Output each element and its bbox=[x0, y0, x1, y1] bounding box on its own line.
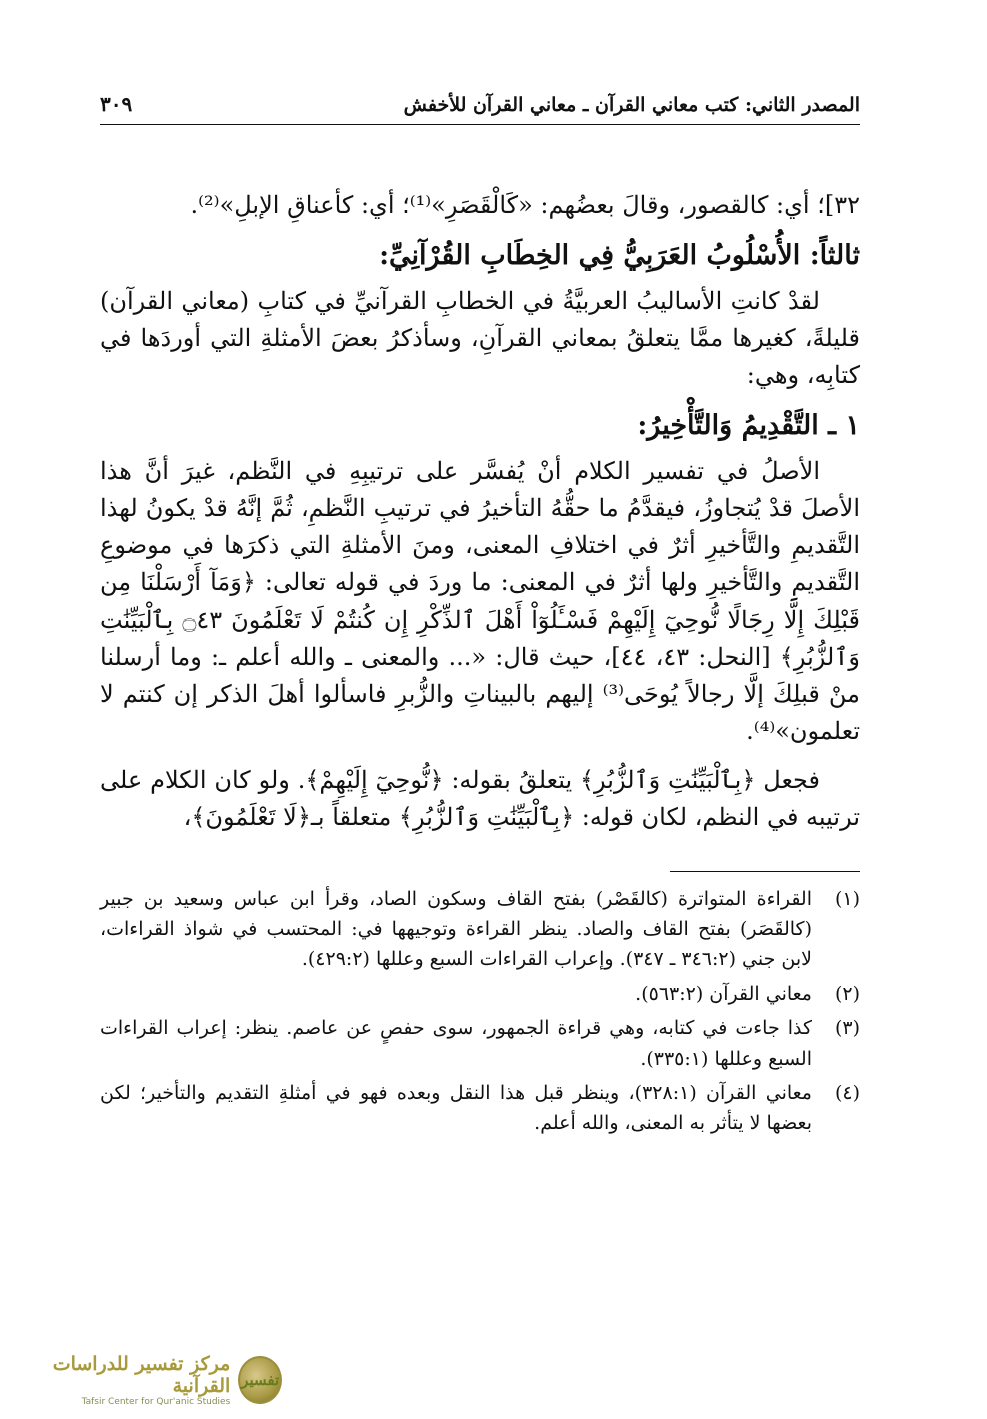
tafsir-center-logo bbox=[12, 1352, 282, 1408]
footnote-item bbox=[100, 884, 860, 975]
footnote-number: (٢) bbox=[834, 982, 860, 1005]
logo-text-block bbox=[12, 1353, 230, 1407]
body-paragraph-1: الأصلُ في تفسير الكلام أنْ يُفسَّر على ترتيبِهِ في النَّظم، غيرَ أنَّ هذا الأصلَ قدْ يُتجاوزُ، فيقدَّمُ ما حقُّهُ التأخيرُ في ترتيبِ النَّظمِ، ثُمَّ إنَّهُ قدْ يكونُ لهذا التَّقديمِ والتَّأخيرِ أثرٌ في اختلافِ المعنى، ومنَ الأمثلةِ التي ذكرَها في موضوعِ التَّقديمِ والتَّأخيرِ ولها أثرٌ في المعنى: ما وردَ في قوله تعالى: ﴿وَمَآ أَرْسَلْنَا مِن قَبْلِكَ إِلَّا رِجَالًا نُّوحِيٓ إِلَيْهِمْ فَسْـَٔلُوٓاْ أَهْلَ ٱلذِّكْرِ إِن كُنتُمْ لَا تَعْلَمُونَ ۝٤٣ بِٱلْبَيِّنَٰتِ وَٱلزُّبُرِ﴾ [النحل: ٤٣، ٤٤]، حيث قال: «... والمعنى ـ والله أعلم ـ: وما أرسلنا منْ قبلِكَ إلَّا رجالاً يُوحَى⁽³⁾ إليهم بالبيناتِ والزُّبرِ فاسألوا أهلَ الذكر إن كنتم لا تعلمون»⁽⁴⁾. bbox=[100, 456, 860, 746]
logo-arabic-name: مركز تفسير للدراسات القرآنية bbox=[52, 1353, 231, 1397]
body-paragraph-2: فجعل ﴿بِٱلْبَيِّنَٰتِ وَٱلزُّبُرِ﴾ يتعلقُ بقوله: ﴿نُّوحِيٓ إِلَيْهِمْ﴾. ولو كان الكلام على ترتيبه في النظم، لكان قوله: ﴿بِٱلْبَيِّنَٰتِ وَٱلزُّبُرِ﴾ متعلقاً بـ﴿لَا تَعْلَمُونَ﴾، bbox=[100, 766, 860, 832]
footnote-number: (١) bbox=[834, 887, 860, 910]
subheading: ١ ـ التَّقْدِيمُ وَالتَّأْخِيرُ: bbox=[637, 410, 860, 442]
section-heading: ثالثاً: الأُسْلُوبُ العَرَبِيُّ فِي الخِطَابِ القُرْآنِيِّ: bbox=[379, 240, 860, 272]
footnote-list bbox=[100, 884, 860, 1139]
page-number: ٣٠٩ bbox=[100, 92, 133, 116]
page bbox=[100, 92, 860, 1143]
footnote-number: (٣) bbox=[834, 1017, 860, 1040]
logo-emblem-icon bbox=[238, 1356, 282, 1404]
logo-english-name: Tafsir Center for Qur'anic Studies bbox=[81, 1397, 231, 1407]
footnote-text: كذا جاءت في كتابه، وهي قراءة الجمهور، سوى حفصٍ عن عاصم. ينظر: إعراب القراءات السبع وعللها (٣٣٥:١). bbox=[100, 1017, 812, 1070]
footnote-item bbox=[100, 1078, 860, 1139]
running-header bbox=[100, 92, 860, 125]
running-title: المصدر الثاني: كتب معاني القرآن ـ معاني القرآن للأخفش bbox=[403, 94, 860, 116]
logo-emblem-text: تفسير bbox=[241, 1371, 280, 1389]
footnote-text: معاني القرآن (٣٢٨:١)، وينظر قبل هذا النقل وبعده فهو في أمثلةِ التقديم والتأخير؛ لكن بعضها لا يتأثر به المعنى، والله أعلم. bbox=[100, 1081, 812, 1135]
footnote-number: (٤) bbox=[834, 1081, 860, 1104]
footnote-item bbox=[100, 979, 860, 1009]
section-paragraph: لقدْ كانتِ الأساليبُ العربيَّةُ في الخطابِ القرآنيِّ في كتابِ (معاني القرآن) قليلةً، كغيرها ممَّا يتعلقُ بمعاني القرآنِ، وسأذكرُ بعضَ الأمثلةِ التي أوردَها في كتابِه، وهي: bbox=[100, 286, 860, 390]
footnote-item bbox=[100, 1013, 860, 1074]
footnote-text: معاني القرآن (٥٦٣:٢). bbox=[635, 982, 812, 1005]
footnote-text: القراءة المتواترة (كالقَصْر) بفتح القاف وسكون الصاد، وقرأ ابن عباس وسعيد بن جبير (كالقَصَر) بفتح القاف والصاد. ينظر القراءة وتوجيهها في: المحتسب في شواذ القراءات، لابن جني (٣٤٦:٢ ـ ٣٤٧). وإعراب القراءات السبع وعللها (٤٢٩:٢). bbox=[100, 887, 812, 971]
continuation-text: ٣٢]؛ أي: كالقصور، وقالَ بعضُهم: «كَالْقَصَرِ»⁽¹⁾؛ أي: كأعناقِ الإبلِ»⁽²⁾. bbox=[190, 191, 860, 219]
footnote-separator bbox=[670, 871, 860, 872]
